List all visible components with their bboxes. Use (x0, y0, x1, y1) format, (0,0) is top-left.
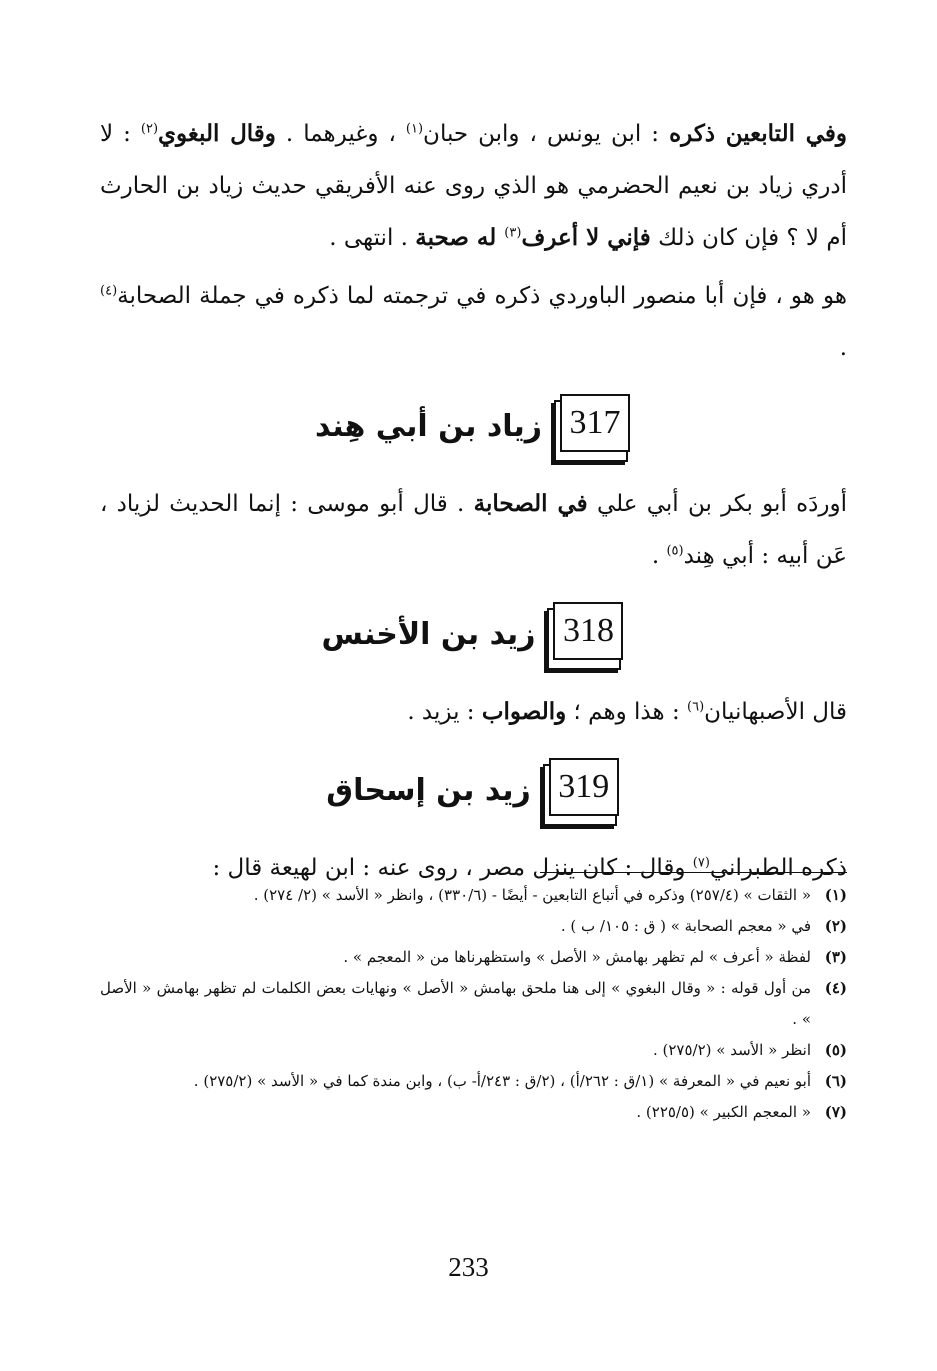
main-text (100, 108, 847, 900)
footnote-1 (100, 880, 847, 911)
footnote-marker: (٤) (100, 283, 118, 299)
footnote-text: أبو نعيم في « المعرفة » (١/ق : ٢٦٢/أ) ، (٢/ق : ٢٤٣/أ- ب) ، وابن مندة كما في « الأسد » (٢٧٥/٢) . (193, 1072, 811, 1090)
footnote-3 (100, 942, 847, 973)
footnote-marker: (٣) (504, 225, 522, 241)
footnote-5 (100, 1035, 847, 1066)
entry-title: زياد بن أبي هِند (314, 408, 543, 444)
entry-title: زيد بن إسحاق (326, 772, 531, 808)
footnote-number: (٧) (824, 1103, 847, 1121)
bold-phrase: والصواب (481, 698, 567, 725)
entry-number: 317 (560, 394, 630, 452)
entry-number-box (554, 394, 632, 458)
text-run: : لا أدري زياد بن نعيم الحضرمي هو الذي روى عنه الأفريقي حديث زياد بن الحارث أم لا ؟ فإن كان ذلك (100, 121, 847, 251)
paragraph-4 (100, 686, 847, 738)
footnotes (100, 880, 847, 1128)
footnote-marker: (١) (405, 121, 424, 137)
footnote-text: لفظة « أعرف » لم تظهر بهامش « الأصل » واستظهرناها من « المعجم » . (343, 948, 811, 966)
footnote-2 (100, 911, 847, 942)
entry-number-box (547, 602, 625, 666)
footnote-text: من أول قوله : « وقال البغوي » إلى هنا ملحق بهامش « الأصل » ونهايات بعض الكلمات لم تظهر بهامش « الأصل » . (100, 979, 811, 1028)
footnote-4 (100, 973, 847, 1035)
text-run: وقال : كان ينزل مصر ، روى عنه : ابن لهيعة قال : (212, 855, 693, 881)
footnote-number: (٤) (824, 979, 847, 997)
bold-phrase: في الصحابة (473, 490, 588, 517)
footnote-6 (100, 1066, 847, 1097)
footnote-marker: (٢) (140, 121, 159, 137)
paragraph-1 (100, 108, 847, 264)
footnote-marker: (٧) (692, 855, 710, 871)
footnote-text: في « معجم الصحابة » ( ق : ١٠٥/ ب ) . (560, 917, 811, 935)
text-run: . قال أبو موسى : إنما الحديث لزياد ، عَن أبيه : أبي هِند (100, 491, 847, 569)
entry-heading-319 (100, 752, 847, 828)
text-run: . (651, 543, 667, 569)
text-run: : هذا وهم ؛ (566, 699, 687, 725)
entry-heading-317 (100, 388, 847, 464)
footnote-marker: (٥) (666, 543, 684, 559)
entry-number-box (543, 758, 621, 822)
footnote-number: (٣) (824, 948, 847, 966)
page-number: 233 (448, 1252, 489, 1282)
footnote-divider (540, 872, 847, 873)
text-run: ذكره الطبراني (709, 855, 847, 881)
entry-heading-318 (100, 596, 847, 672)
footnote-text: « الثقات » (٢٥٧/٤) وذكره في أتباع التابعين - أيضًا - (٣٣٠/٦) ، وانظر « الأسد » (٢/ ٢٧٤) . (253, 886, 811, 904)
text-run: . (839, 335, 847, 361)
footnote-marker: (٦) (687, 699, 705, 715)
footnote-number: (١) (824, 886, 847, 904)
text-run: : ابن يونس ، وابن حبان (423, 121, 670, 147)
text-run: قال الأصبهانيان (704, 699, 847, 725)
footnote-text: انظر « الأسد » (٢٧٥/٢) . (652, 1041, 811, 1059)
bold-phrase: فإني لا أعرف (521, 224, 651, 251)
bold-phrase: وفي التابعين ذكره (669, 120, 847, 147)
text-run: هو هو ، فإن أبا منصور الباوردي ذكره في ترجمته لما ذكره في جملة الصحابة (117, 283, 847, 309)
footnote-7 (100, 1097, 847, 1128)
entry-title: زيد بن الأخنس (321, 616, 536, 652)
paragraph-2 (100, 270, 847, 374)
text-run: أوردَه أبو بكر بن أبي علي (587, 491, 848, 517)
bold-phrase: وقال البغوي (158, 120, 276, 147)
bold-phrase: له صحبة (415, 224, 505, 251)
text-run: . انتهى . (329, 225, 416, 251)
text-run: : يزيد . (407, 699, 482, 725)
footnote-number: (٢) (824, 917, 847, 935)
text-run: ، وغيرهما . (275, 121, 406, 147)
entry-number: 318 (553, 602, 623, 660)
footnote-number: (٦) (824, 1072, 847, 1090)
footnote-number: (٥) (824, 1041, 847, 1059)
footnote-text: « المعجم الكبير » (٢٢٥/٥) . (636, 1103, 811, 1121)
entry-number: 319 (549, 758, 619, 816)
paragraph-3 (100, 478, 847, 582)
